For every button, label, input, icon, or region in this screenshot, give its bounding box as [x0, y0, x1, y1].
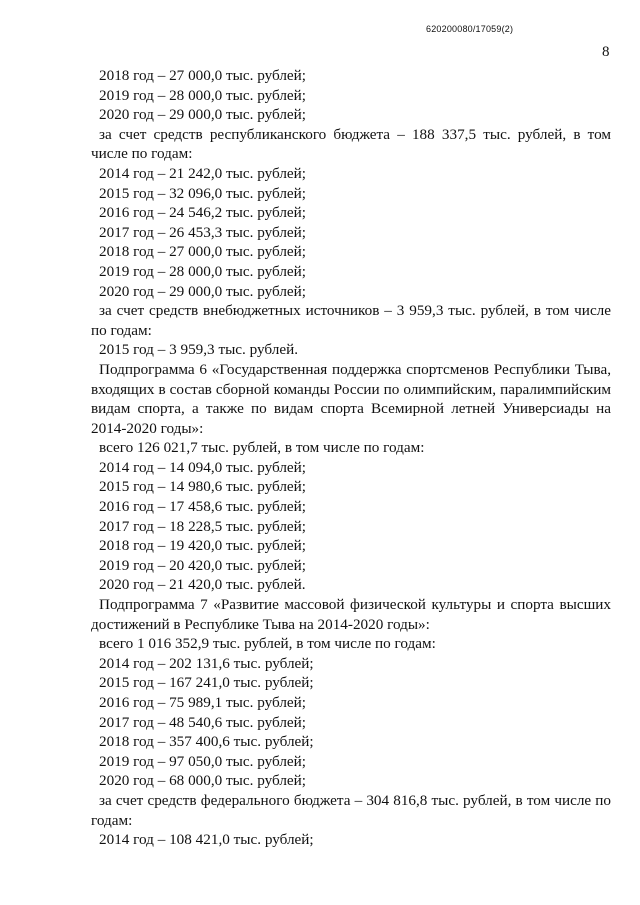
funding-line: 2019 год – 28 000,0 тыс. рублей; [99, 262, 307, 280]
funding-line: 2014 год – 108 421,0 тыс. рублей; [99, 831, 314, 849]
paragraph: Подпрограмма 6 «Государственная поддержка спортсменов Республики Тыва, входящих в состав сборной команды России по олимпийским, паралимпийским видам спорта, а также по видам спорта Всемирной летней Универсиады на 2014-2020 годы»: [91, 360, 611, 437]
funding-line: 2014 год – 21 242,0 тыс. рублей; [99, 164, 307, 182]
funding-line: 2017 год – 18 228,5 тыс. рублей; [99, 517, 307, 535]
page-number: 8 [602, 44, 610, 60]
funding-line: 2020 год – 29 000,0 тыс. рублей; [99, 282, 307, 300]
funding-line: 2015 год – 14 980,6 тыс. рублей; [99, 478, 307, 496]
funding-line: всего 126 021,7 тыс. рублей, в том числе по годам: [99, 439, 425, 457]
funding-line: 2019 год – 28 000,0 тыс. рублей; [99, 86, 307, 104]
funding-line: 2017 год – 26 453,3 тыс. рублей; [99, 223, 307, 241]
funding-line: 2014 год – 14 094,0 тыс. рублей; [99, 458, 307, 476]
document-body [91, 66, 611, 850]
funding-line: 2014 год – 202 131,6 тыс. рублей; [99, 654, 314, 672]
funding-line: 2017 год – 48 540,6 тыс. рублей; [99, 713, 307, 731]
paragraph: Подпрограмма 7 «Развитие массовой физической культуры и спорта высших достижений в Республике Тыва на 2014-2020 годы»: [91, 596, 611, 633]
funding-line: 2018 год – 19 420,0 тыс. рублей; [99, 537, 307, 555]
funding-line: 2015 год – 167 241,0 тыс. рублей; [99, 674, 314, 692]
funding-line: 2019 год – 20 420,0 тыс. рублей; [99, 556, 307, 574]
funding-line: 2016 год – 75 989,1 тыс. рублей; [99, 694, 307, 711]
paragraph: за счет средств внебюджетных источников – 3 959,3 тыс. рублей, в том числе по годам: [91, 302, 611, 339]
paragraph: за счет средств федерального бюджета – 304 816,8 тыс. рублей, в том числе по годам: [91, 791, 611, 829]
funding-line: 2019 год – 97 050,0 тыс. рублей; [99, 752, 307, 770]
funding-line: 2018 год – 357 400,6 тыс. рублей; [99, 733, 314, 751]
funding-line: 2015 год – 3 959,3 тыс. рублей. [99, 341, 299, 359]
funding-line: всего 1 016 352,9 тыс. рублей, в том числе по годам: [99, 635, 436, 653]
document-code: 620200080/17059(2) [426, 24, 514, 34]
funding-line: 2018 год – 27 000,0 тыс. рублей; [99, 67, 307, 84]
funding-line: 2020 год – 29 000,0 тыс. рублей; [99, 106, 307, 124]
funding-line: 2020 год – 68 000,0 тыс. рублей; [99, 772, 307, 790]
funding-line: 2016 год – 24 546,2 тыс. рублей; [99, 204, 307, 222]
paragraph: за счет средств республиканского бюджета – 188 337,5 тыс. рублей, в том числе по годам: [91, 125, 611, 163]
funding-line: 2020 год – 21 420,0 тыс. рублей. [99, 576, 306, 594]
funding-line: 2015 год – 32 096,0 тыс. рублей; [99, 184, 307, 202]
funding-line: 2016 год – 17 458,6 тыс. рублей; [99, 498, 307, 516]
funding-line: 2018 год – 27 000,0 тыс. рублей; [99, 243, 307, 261]
